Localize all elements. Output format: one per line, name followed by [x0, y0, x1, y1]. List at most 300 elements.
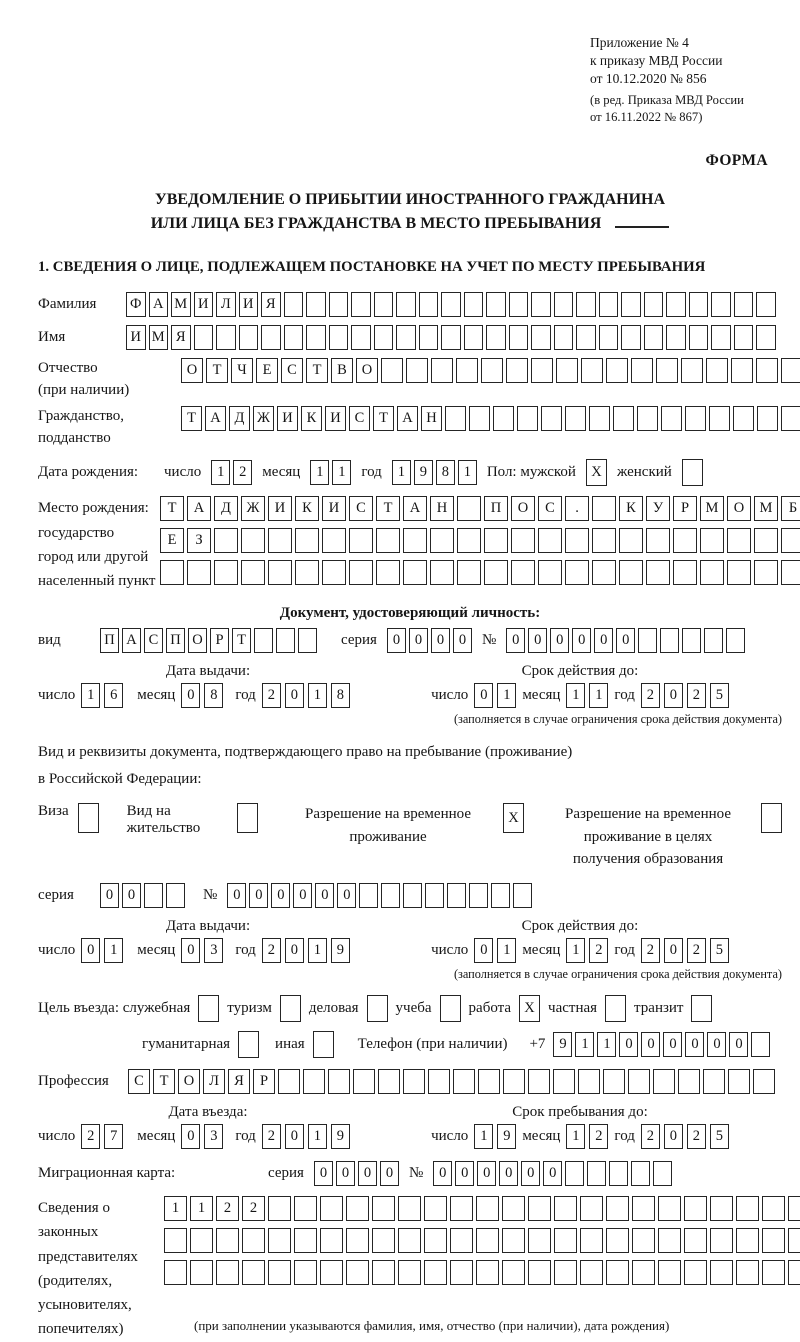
- char-cell[interactable]: Т: [232, 628, 251, 653]
- char-cell[interactable]: [528, 1069, 550, 1094]
- given-name-cells[interactable]: [126, 325, 776, 350]
- char-cell[interactable]: [502, 1196, 525, 1221]
- char-cell[interactable]: [553, 1069, 575, 1094]
- char-cell[interactable]: 1: [566, 1124, 585, 1149]
- char-cell[interactable]: [294, 1260, 317, 1285]
- char-cell[interactable]: [511, 528, 535, 553]
- char-cell[interactable]: [528, 1260, 551, 1285]
- char-cell[interactable]: [673, 560, 697, 585]
- char-cell[interactable]: [268, 1228, 291, 1253]
- char-cell[interactable]: [367, 995, 388, 1022]
- char-cell[interactable]: 0: [685, 1032, 704, 1057]
- char-cell[interactable]: [502, 1228, 525, 1253]
- res-issue-year-cells[interactable]: [262, 938, 350, 963]
- char-cell[interactable]: Л: [216, 292, 236, 317]
- char-cell[interactable]: [445, 406, 466, 431]
- char-cell[interactable]: 2: [641, 938, 660, 963]
- char-cell[interactable]: [295, 560, 319, 585]
- char-cell[interactable]: [781, 406, 800, 431]
- char-cell[interactable]: 9: [331, 938, 350, 963]
- purpose-tourism-checkbox[interactable]: [280, 995, 301, 1022]
- char-cell[interactable]: [254, 628, 273, 653]
- char-cell[interactable]: Д: [214, 496, 238, 521]
- sex-male-checkbox[interactable]: [586, 459, 607, 486]
- char-cell[interactable]: [276, 628, 295, 653]
- char-cell[interactable]: [398, 1260, 421, 1285]
- id-issue-month-cells[interactable]: [181, 683, 223, 708]
- char-cell[interactable]: И: [322, 496, 346, 521]
- char-cell[interactable]: А: [122, 628, 141, 653]
- char-cell[interactable]: Р: [210, 628, 229, 653]
- char-cell[interactable]: 2: [262, 683, 281, 708]
- char-cell[interactable]: [457, 496, 481, 521]
- char-cell[interactable]: [756, 325, 776, 350]
- char-cell[interactable]: [491, 883, 510, 908]
- char-cell[interactable]: [349, 560, 373, 585]
- char-cell[interactable]: [684, 1228, 707, 1253]
- char-cell[interactable]: [754, 528, 778, 553]
- char-cell[interactable]: [280, 995, 301, 1022]
- char-cell[interactable]: З: [187, 528, 211, 553]
- char-cell[interactable]: [638, 628, 657, 653]
- char-cell[interactable]: [419, 325, 439, 350]
- entry-day-cells[interactable]: [81, 1124, 123, 1149]
- char-cell[interactable]: [403, 528, 427, 553]
- char-cell[interactable]: [685, 406, 706, 431]
- char-cell[interactable]: [580, 1196, 603, 1221]
- char-cell[interactable]: [704, 628, 723, 653]
- char-cell[interactable]: Н: [430, 496, 454, 521]
- char-cell[interactable]: [734, 325, 754, 350]
- char-cell[interactable]: [756, 292, 776, 317]
- char-cell[interactable]: 5: [710, 683, 729, 708]
- char-cell[interactable]: [711, 292, 731, 317]
- char-cell[interactable]: Т: [181, 406, 202, 431]
- char-cell[interactable]: 1: [81, 683, 100, 708]
- char-cell[interactable]: 2: [641, 1124, 660, 1149]
- char-cell[interactable]: Т: [206, 358, 228, 383]
- char-cell[interactable]: [661, 406, 682, 431]
- phone-cells[interactable]: [553, 1032, 770, 1057]
- char-cell[interactable]: 0: [499, 1161, 518, 1186]
- char-cell[interactable]: 0: [358, 1161, 377, 1186]
- char-cell[interactable]: 0: [336, 1161, 355, 1186]
- stay-month-cells[interactable]: [566, 1124, 608, 1149]
- char-cell[interactable]: [398, 1228, 421, 1253]
- birth-year-cells[interactable]: [392, 460, 477, 485]
- char-cell[interactable]: 6: [104, 683, 123, 708]
- char-cell[interactable]: [658, 1228, 681, 1253]
- char-cell[interactable]: [554, 292, 574, 317]
- char-cell[interactable]: [295, 528, 319, 553]
- char-cell[interactable]: [587, 1161, 606, 1186]
- char-cell[interactable]: [241, 560, 265, 585]
- char-cell[interactable]: [216, 1260, 239, 1285]
- char-cell[interactable]: А: [187, 496, 211, 521]
- char-cell[interactable]: 0: [664, 683, 683, 708]
- char-cell[interactable]: [419, 292, 439, 317]
- char-cell[interactable]: 1: [332, 460, 351, 485]
- char-cell[interactable]: [396, 325, 416, 350]
- char-cell[interactable]: [376, 560, 400, 585]
- char-cell[interactable]: [711, 325, 731, 350]
- char-cell[interactable]: [613, 406, 634, 431]
- char-cell[interactable]: [481, 358, 503, 383]
- char-cell[interactable]: [736, 1260, 759, 1285]
- char-cell[interactable]: [736, 1228, 759, 1253]
- char-cell[interactable]: [239, 325, 259, 350]
- char-cell[interactable]: [476, 1196, 499, 1221]
- char-cell[interactable]: [706, 358, 728, 383]
- char-cell[interactable]: [322, 528, 346, 553]
- char-cell[interactable]: М: [700, 496, 724, 521]
- char-cell[interactable]: [660, 628, 679, 653]
- char-cell[interactable]: [430, 528, 454, 553]
- char-cell[interactable]: Ф: [126, 292, 146, 317]
- char-cell[interactable]: [727, 560, 751, 585]
- profession-cells[interactable]: [128, 1069, 775, 1094]
- char-cell[interactable]: [322, 560, 346, 585]
- char-cell[interactable]: И: [126, 325, 146, 350]
- char-cell[interactable]: 1: [597, 1032, 616, 1057]
- char-cell[interactable]: 0: [122, 883, 141, 908]
- char-cell[interactable]: [486, 325, 506, 350]
- char-cell[interactable]: [632, 1260, 655, 1285]
- char-cell[interactable]: С: [281, 358, 303, 383]
- char-cell[interactable]: [403, 883, 422, 908]
- char-cell[interactable]: [261, 325, 281, 350]
- char-cell[interactable]: Т: [153, 1069, 175, 1094]
- char-cell[interactable]: 1: [589, 683, 608, 708]
- char-cell[interactable]: 2: [262, 938, 281, 963]
- char-cell[interactable]: 0: [572, 628, 591, 653]
- char-cell[interactable]: [424, 1260, 447, 1285]
- char-cell[interactable]: 2: [81, 1124, 100, 1149]
- char-cell[interactable]: 0: [337, 883, 356, 908]
- char-cell[interactable]: 0: [433, 1161, 452, 1186]
- char-cell[interactable]: О: [188, 628, 207, 653]
- purpose-other-checkbox[interactable]: [313, 1031, 334, 1058]
- char-cell[interactable]: 0: [285, 938, 304, 963]
- char-cell[interactable]: 0: [616, 628, 635, 653]
- char-cell[interactable]: В: [331, 358, 353, 383]
- char-cell[interactable]: [440, 995, 461, 1022]
- doc-series-cells[interactable]: [387, 628, 472, 653]
- purpose-private-checkbox[interactable]: [605, 995, 626, 1022]
- char-cell[interactable]: 2: [589, 938, 608, 963]
- char-cell[interactable]: [578, 1069, 600, 1094]
- char-cell[interactable]: Я: [228, 1069, 250, 1094]
- char-cell[interactable]: [592, 528, 616, 553]
- char-cell[interactable]: [788, 1228, 800, 1253]
- char-cell[interactable]: [517, 406, 538, 431]
- char-cell[interactable]: [381, 358, 403, 383]
- char-cell[interactable]: 0: [619, 1032, 638, 1057]
- char-cell[interactable]: М: [171, 292, 191, 317]
- char-cell[interactable]: [493, 406, 514, 431]
- char-cell[interactable]: 0: [474, 938, 493, 963]
- char-cell[interactable]: [403, 560, 427, 585]
- id-valid-year-cells[interactable]: [641, 683, 729, 708]
- temp-residence-edu-checkbox[interactable]: [761, 803, 782, 833]
- char-cell[interactable]: [372, 1196, 395, 1221]
- char-cell[interactable]: [644, 292, 664, 317]
- char-cell[interactable]: [554, 325, 574, 350]
- char-cell[interactable]: [376, 528, 400, 553]
- char-cell[interactable]: [284, 325, 304, 350]
- char-cell[interactable]: [710, 1260, 733, 1285]
- char-cell[interactable]: [216, 325, 236, 350]
- char-cell[interactable]: X: [519, 995, 540, 1022]
- char-cell[interactable]: [198, 995, 219, 1022]
- char-cell[interactable]: 3: [204, 1124, 223, 1149]
- char-cell[interactable]: [691, 995, 712, 1022]
- char-cell[interactable]: [592, 560, 616, 585]
- char-cell[interactable]: [709, 406, 730, 431]
- purpose-transit-checkbox[interactable]: [691, 995, 712, 1022]
- char-cell[interactable]: [329, 292, 349, 317]
- id-valid-day-cells[interactable]: [474, 683, 516, 708]
- char-cell[interactable]: М: [754, 496, 778, 521]
- char-cell[interactable]: [425, 883, 444, 908]
- char-cell[interactable]: П: [484, 496, 508, 521]
- char-cell[interactable]: [565, 560, 589, 585]
- char-cell[interactable]: [678, 1069, 700, 1094]
- char-cell[interactable]: [619, 560, 643, 585]
- char-cell[interactable]: [556, 358, 578, 383]
- doc-kind-cells[interactable]: [100, 628, 317, 653]
- char-cell[interactable]: У: [646, 496, 670, 521]
- char-cell[interactable]: [554, 1196, 577, 1221]
- char-cell[interactable]: [781, 528, 800, 553]
- char-cell[interactable]: 3: [204, 938, 223, 963]
- char-cell[interactable]: 0: [543, 1161, 562, 1186]
- purpose-official-checkbox[interactable]: [198, 995, 219, 1022]
- char-cell[interactable]: [554, 1260, 577, 1285]
- entry-month-cells[interactable]: [181, 1124, 223, 1149]
- char-cell[interactable]: К: [301, 406, 322, 431]
- char-cell[interactable]: Я: [261, 292, 281, 317]
- char-cell[interactable]: 0: [641, 1032, 660, 1057]
- char-cell[interactable]: [589, 406, 610, 431]
- char-cell[interactable]: 1: [164, 1196, 187, 1221]
- char-cell[interactable]: 0: [474, 683, 493, 708]
- char-cell[interactable]: [781, 560, 800, 585]
- char-cell[interactable]: [268, 1260, 291, 1285]
- char-cell[interactable]: [469, 883, 488, 908]
- char-cell[interactable]: [606, 1196, 629, 1221]
- char-cell[interactable]: [509, 325, 529, 350]
- char-cell[interactable]: [599, 325, 619, 350]
- char-cell[interactable]: [541, 406, 562, 431]
- char-cell[interactable]: 0: [707, 1032, 726, 1057]
- char-cell[interactable]: [528, 1196, 551, 1221]
- char-cell[interactable]: Е: [160, 528, 184, 553]
- char-cell[interactable]: Т: [376, 496, 400, 521]
- char-cell[interactable]: 1: [497, 683, 516, 708]
- char-cell[interactable]: Д: [229, 406, 250, 431]
- char-cell[interactable]: 1: [308, 683, 327, 708]
- char-cell[interactable]: [681, 358, 703, 383]
- char-cell[interactable]: И: [325, 406, 346, 431]
- char-cell[interactable]: [761, 803, 782, 833]
- char-cell[interactable]: 0: [477, 1161, 496, 1186]
- char-cell[interactable]: [351, 292, 371, 317]
- char-cell[interactable]: 0: [664, 1124, 683, 1149]
- char-cell[interactable]: 0: [293, 883, 312, 908]
- char-cell[interactable]: С: [144, 628, 163, 653]
- stay-year-cells[interactable]: [641, 1124, 729, 1149]
- res-valid-year-cells[interactable]: [641, 938, 729, 963]
- char-cell[interactable]: И: [268, 496, 292, 521]
- res-number-cells[interactable]: [227, 883, 532, 908]
- char-cell[interactable]: [580, 1228, 603, 1253]
- char-cell[interactable]: [656, 358, 678, 383]
- char-cell[interactable]: [606, 1228, 629, 1253]
- char-cell[interactable]: [216, 1228, 239, 1253]
- char-cell[interactable]: [637, 406, 658, 431]
- char-cell[interactable]: [284, 292, 304, 317]
- char-cell[interactable]: 0: [550, 628, 569, 653]
- char-cell[interactable]: 2: [262, 1124, 281, 1149]
- char-cell[interactable]: [372, 1228, 395, 1253]
- char-cell[interactable]: [603, 1069, 625, 1094]
- res-valid-day-cells[interactable]: [474, 938, 516, 963]
- char-cell[interactable]: П: [100, 628, 119, 653]
- res-series-cells[interactable]: [100, 883, 185, 908]
- char-cell[interactable]: [320, 1228, 343, 1253]
- purpose-humanitarian-checkbox[interactable]: [238, 1031, 259, 1058]
- char-cell[interactable]: [658, 1196, 681, 1221]
- char-cell[interactable]: [164, 1228, 187, 1253]
- char-cell[interactable]: [320, 1260, 343, 1285]
- char-cell[interactable]: [609, 1161, 628, 1186]
- char-cell[interactable]: [682, 628, 701, 653]
- char-cell[interactable]: [320, 1196, 343, 1221]
- char-cell[interactable]: 1: [566, 938, 585, 963]
- char-cell[interactable]: [754, 560, 778, 585]
- char-cell[interactable]: [581, 358, 603, 383]
- char-cell[interactable]: [632, 1228, 655, 1253]
- char-cell[interactable]: Л: [203, 1069, 225, 1094]
- char-cell[interactable]: [298, 628, 317, 653]
- char-cell[interactable]: 8: [436, 460, 455, 485]
- char-cell[interactable]: Б: [781, 496, 800, 521]
- char-cell[interactable]: И: [277, 406, 298, 431]
- char-cell[interactable]: 1: [566, 683, 585, 708]
- char-cell[interactable]: С: [349, 406, 370, 431]
- char-cell[interactable]: 0: [729, 1032, 748, 1057]
- char-cell[interactable]: [214, 560, 238, 585]
- char-cell[interactable]: Я: [171, 325, 191, 350]
- birth-day-cells[interactable]: [211, 460, 252, 485]
- char-cell[interactable]: [592, 496, 616, 521]
- char-cell[interactable]: [565, 406, 586, 431]
- char-cell[interactable]: 1: [575, 1032, 594, 1057]
- char-cell[interactable]: [511, 560, 535, 585]
- char-cell[interactable]: [160, 560, 184, 585]
- char-cell[interactable]: [733, 406, 754, 431]
- char-cell[interactable]: [666, 292, 686, 317]
- char-cell[interactable]: 9: [553, 1032, 572, 1057]
- char-cell[interactable]: Р: [673, 496, 697, 521]
- char-cell[interactable]: [447, 883, 466, 908]
- char-cell[interactable]: [506, 358, 528, 383]
- char-cell[interactable]: М: [149, 325, 169, 350]
- char-cell[interactable]: О: [181, 358, 203, 383]
- char-cell[interactable]: [187, 560, 211, 585]
- entry-year-cells[interactable]: [262, 1124, 350, 1149]
- char-cell[interactable]: [329, 325, 349, 350]
- char-cell[interactable]: [294, 1228, 317, 1253]
- mig-number-cells[interactable]: [433, 1161, 672, 1186]
- sex-female-checkbox[interactable]: [682, 459, 703, 486]
- char-cell[interactable]: [621, 292, 641, 317]
- char-cell[interactable]: [531, 325, 551, 350]
- char-cell[interactable]: [538, 528, 562, 553]
- char-cell[interactable]: [531, 292, 551, 317]
- char-cell[interactable]: [509, 292, 529, 317]
- char-cell[interactable]: [565, 1161, 584, 1186]
- char-cell[interactable]: 1: [211, 460, 230, 485]
- char-cell[interactable]: 0: [409, 628, 428, 653]
- char-cell[interactable]: [464, 325, 484, 350]
- char-cell[interactable]: [781, 358, 800, 383]
- char-cell[interactable]: 2: [687, 683, 706, 708]
- char-cell[interactable]: [430, 560, 454, 585]
- char-cell[interactable]: [751, 1032, 770, 1057]
- char-cell[interactable]: [469, 406, 490, 431]
- char-cell[interactable]: 0: [271, 883, 290, 908]
- purpose-study-checkbox[interactable]: [440, 995, 461, 1022]
- char-cell[interactable]: 0: [100, 883, 119, 908]
- mig-series-cells[interactable]: [314, 1161, 399, 1186]
- char-cell[interactable]: 0: [387, 628, 406, 653]
- char-cell[interactable]: [621, 325, 641, 350]
- char-cell[interactable]: 2: [233, 460, 252, 485]
- char-cell[interactable]: [762, 1260, 785, 1285]
- char-cell[interactable]: 1: [458, 460, 477, 485]
- char-cell[interactable]: [727, 528, 751, 553]
- char-cell[interactable]: [303, 1069, 325, 1094]
- char-cell[interactable]: [666, 325, 686, 350]
- char-cell[interactable]: К: [295, 496, 319, 521]
- char-cell[interactable]: [756, 358, 778, 383]
- char-cell[interactable]: [703, 1069, 725, 1094]
- res-issue-month-cells[interactable]: [181, 938, 223, 963]
- char-cell[interactable]: 1: [310, 460, 329, 485]
- char-cell[interactable]: 0: [285, 683, 304, 708]
- char-cell[interactable]: С: [128, 1069, 150, 1094]
- char-cell[interactable]: [632, 1196, 655, 1221]
- char-cell[interactable]: .: [565, 496, 589, 521]
- char-cell[interactable]: [673, 528, 697, 553]
- purpose-business-checkbox[interactable]: [367, 995, 388, 1022]
- char-cell[interactable]: [453, 1069, 475, 1094]
- char-cell[interactable]: [268, 1196, 291, 1221]
- char-cell[interactable]: [762, 1228, 785, 1253]
- char-cell[interactable]: Ж: [241, 496, 265, 521]
- purpose-work-checkbox[interactable]: [519, 995, 540, 1022]
- temp-residence-checkbox[interactable]: [503, 803, 524, 833]
- char-cell[interactable]: [484, 560, 508, 585]
- char-cell[interactable]: [580, 1260, 603, 1285]
- char-cell[interactable]: А: [403, 496, 427, 521]
- char-cell[interactable]: [464, 292, 484, 317]
- char-cell[interactable]: [144, 883, 163, 908]
- char-cell[interactable]: [658, 1260, 681, 1285]
- char-cell[interactable]: [313, 1031, 334, 1058]
